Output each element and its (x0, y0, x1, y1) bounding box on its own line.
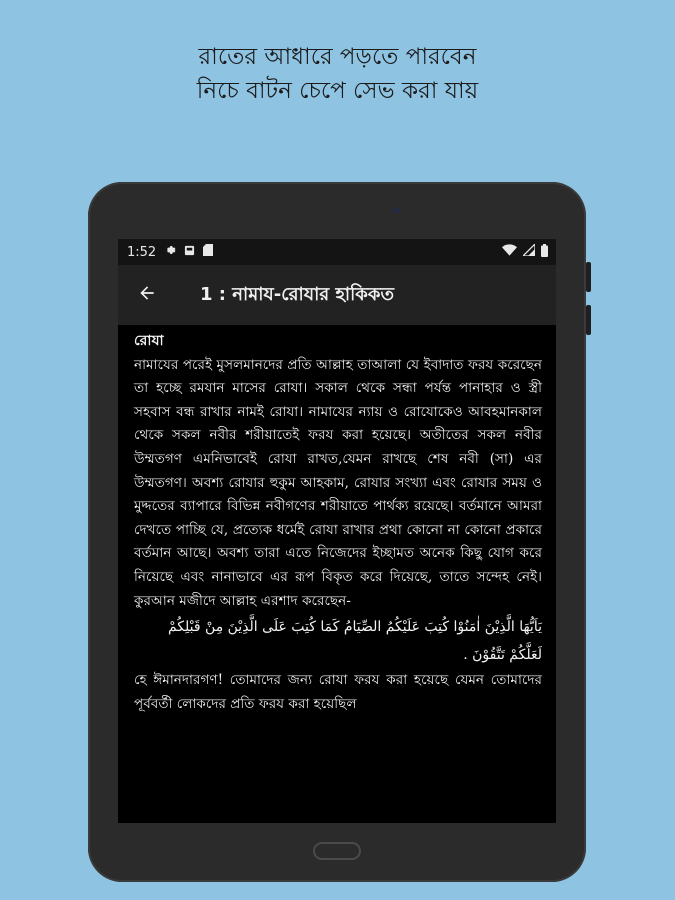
status-time: 1:52 (127, 244, 157, 260)
sd-card-icon (203, 244, 213, 260)
power-button (586, 305, 591, 335)
home-button[interactable] (313, 842, 361, 860)
promo-line-1: রাতের আধারে পড়তে পারবেন (198, 44, 477, 70)
app-bar (118, 265, 556, 325)
device-screen (118, 239, 556, 823)
front-camera (394, 208, 399, 213)
article-paragraph-translation: হে ঈমানদারগণ! তোমাদের জন্য রোযা ফরয করা হয়েছে যেমন তোমাদের পূর্ববর্তী লোকদের প্রতি ফরয করা হয়েছিল (134, 672, 542, 712)
volume-button (586, 262, 591, 292)
page-title: 1 : নামায-রোযার হাকিকত (200, 283, 394, 305)
article-heading: রোযা (134, 333, 164, 349)
wifi-icon (502, 244, 517, 260)
settings-icon (164, 244, 176, 260)
battery-icon (541, 244, 548, 261)
arabic-verse: يَاَيُّهَا الَّذِيْنَ اٰمَنُوْا كُتِبَ عَلَيْكُمُ الصِّيَامُ كَمَا كُتِبَ عَلَى الَّذِيْنَ مِنْ قَبْلِكُمْ لَعَلَّكُمْ تَتَّقُوْنَ . (167, 619, 542, 664)
arrow-back-icon (137, 283, 157, 307)
article-paragraph: নামাযের পরেই মুসলমানদের প্রতি আল্লাহ তাআলা যে ইবাদাত ফরয করেছেন তা হচ্ছে রমযান মাসের রোযা। সকাল থেকে সন্ধা পর্যন্ত পানাহার ও স্ত্রী সহবাস বন্ধ রাখার নামই রোযা। নামাযের ন্যায় ও রোযোকেও আবহমানকাল থেকে সকল নবীর শরীয়াতেই ফরয করা হয়েছে। অতীতের সকল নবীর উম্মতগণ এমনিভাবেই রোযা রাখত,যেমন রাখছে শেষ নবী (সা) এর উম্মতগণ। অবশ্য রোযার হুকুম আহকাম, রোযার সংখ্যা এবং রোযার সময় ও মুদ্দতের ব্যাপারে বিভিন্ন নবীগণের শরীয়াতে পার্থক্য রয়েছে। বর্তমানে আমরা দেখতে পাচ্ছি যে, প্রত্যেক ধর্মেই রোযা রাখার প্রথা কোনো না কোনো প্রকারে বর্তমান আছে। অবশ্য তারা এতে নিজেদের ইচ্ছামত অনেক কিছু যোগ করে নিয়েছে এবং নানাভাবে এর রূপ বিকৃত করে দিয়েছে, তাতে সন্দেহ নেই। কুরআন মজীদে আল্লাহ এরশাদ করেছেন- (134, 356, 542, 609)
promo-line-2: নিচে বাটন চেপে সেভ করা যায় (196, 78, 479, 104)
status-bar (118, 239, 556, 265)
signal-icon (523, 244, 535, 260)
promo-caption (0, 40, 675, 108)
article-content[interactable] (118, 325, 556, 716)
back-button[interactable] (118, 283, 176, 307)
notification-icon (184, 245, 195, 260)
